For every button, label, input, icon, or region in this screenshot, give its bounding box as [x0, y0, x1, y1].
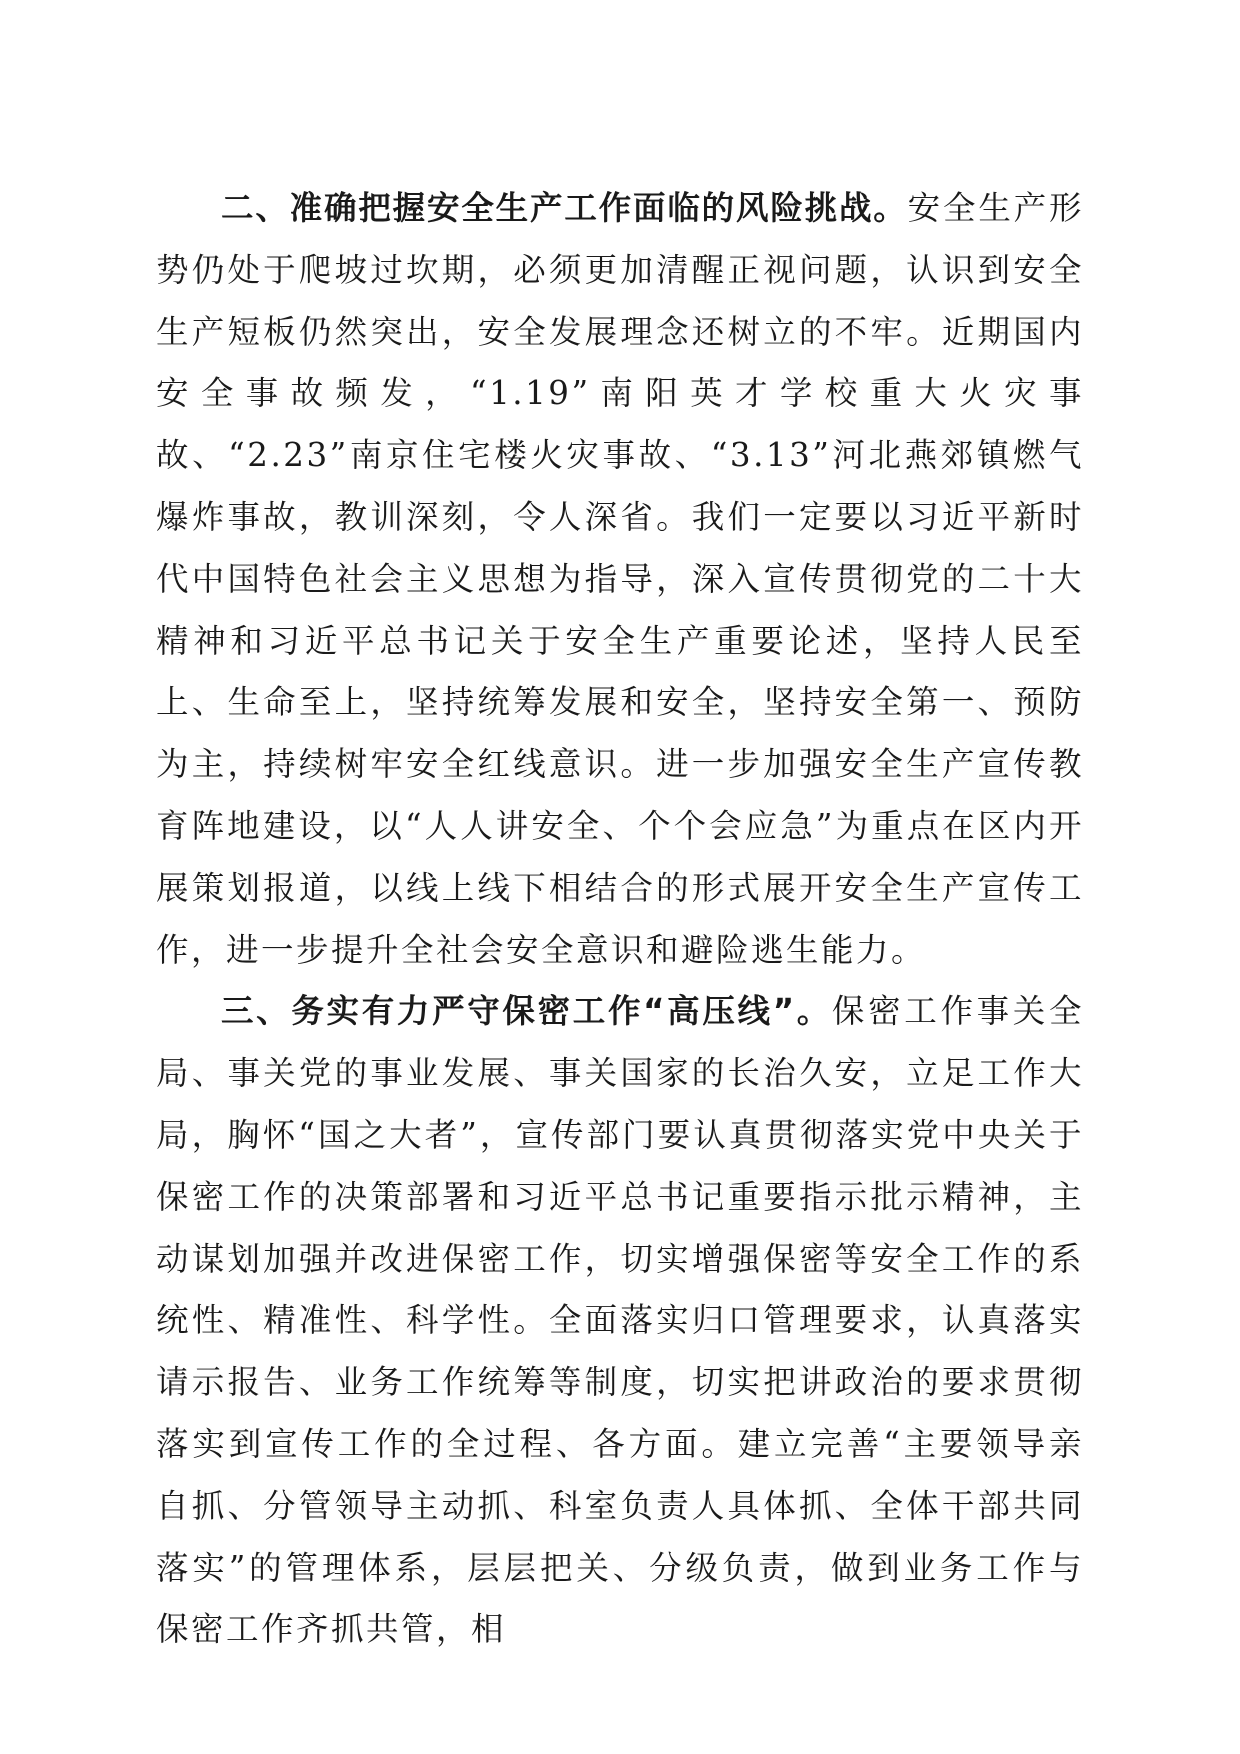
paragraph-confidentiality	[156, 981, 1084, 1661]
paragraph-text: 安全生产形势仍处于爬坡过坎期，必须更加清醒正视问题，认识到安全生产短板仍然突出，安全发展理念还树立的不牢。近期国内安全事故频发，“1.19”南阳英才学校重大火灾事故、“2.23”南京住宅楼火灾事故、“3.13”河北燕郊镇燃气爆炸事故，教训深刻，令人深省。我们一定要以习近平新时代中国特色社会主义思想为指导，深入宣传贯彻党的二十大精神和习近平总书记关于安全生产重要论述，坚持人民至上、生命至上，坚持统筹发展和安全，坚持安全第一、预防为主，持续树牢安全红线意识。进一步加强安全生产宣传教育阵地建设，以“人人讲安全、个个会应急”为重点在区内开展策划报道，以线上线下相结合的形式展开安全生产宣传工作，进一步提升全社会安全意识和避险逃生能力。	[156, 189, 1084, 969]
paragraph-risk-challenges	[156, 178, 1084, 981]
paragraph-heading: 二、准确把握安全生产工作面临的风险挑战。	[221, 189, 908, 227]
document-body	[156, 178, 1084, 1661]
paragraph-text: 保密工作事关全局、事关党的事业发展、事关国家的长治久安，立足工作大局，胸怀“国之大者”，宣传部门要认真贯彻落实党中央关于保密工作的决策部署和习近平总书记重要指示批示精神，主动谋划加强并改进保密工作，切实增强保密等安全工作的系统性、精准性、科学性。全面落实归口管理要求，认真落实请示报告、业务工作统筹等制度，切实把讲政治的要求贯彻落实到宣传工作的全过程、各方面。建立完善“主要领导亲自抓、分管领导主动抓、科室负责人具体抓、全体干部共同落实”的管理体系，层层把关、分级负责，做到业务工作与保密工作齐抓共管，相	[156, 992, 1084, 1649]
paragraph-heading: 三、务实有力严守保密工作“高压线”。	[221, 992, 832, 1031]
